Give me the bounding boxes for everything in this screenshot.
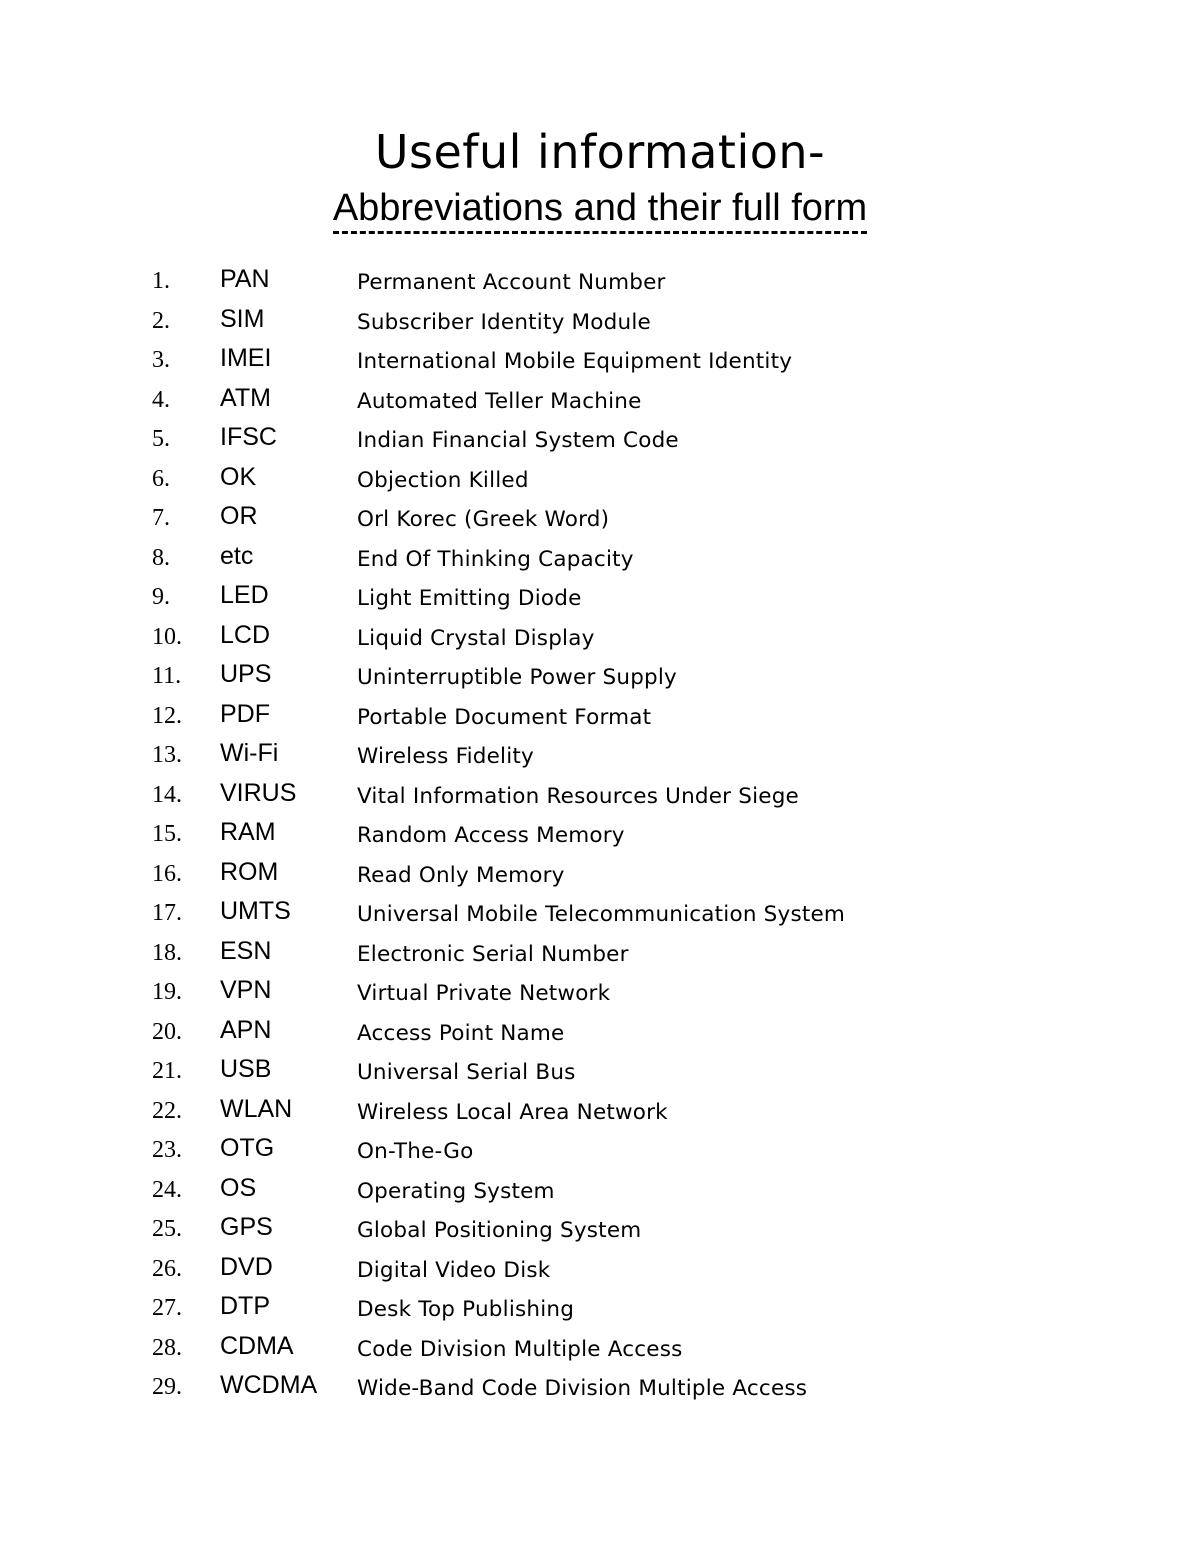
item-full-form: Code Division Multiple Access <box>357 1336 683 1362</box>
subtitle-container <box>0 186 1200 234</box>
list-item <box>0 855 1200 895</box>
list-item <box>0 1052 1200 1092</box>
list-item <box>0 1092 1200 1132</box>
item-full-form: End Of Thinking Capacity <box>357 546 634 572</box>
item-number: 9. <box>152 584 170 610</box>
list-item <box>0 578 1200 618</box>
item-number: 8. <box>152 544 170 571</box>
list-item <box>0 1368 1200 1408</box>
item-abbreviation: ROM <box>220 857 279 886</box>
list-item <box>0 1329 1200 1369</box>
list-item <box>0 1289 1200 1329</box>
list-item <box>0 302 1200 342</box>
item-abbreviation: UPS <box>220 660 272 688</box>
item-full-form: International Mobile Equipment Identity <box>357 349 793 374</box>
item-number: 3. <box>152 347 170 373</box>
item-abbreviation: RAM <box>220 818 276 846</box>
item-full-form: Automated Teller Machine <box>357 388 642 414</box>
item-full-form: Electronic Serial Number <box>357 941 629 967</box>
item-abbreviation: VPN <box>220 976 272 1004</box>
item-full-form: Virtual Private Network <box>357 981 611 1006</box>
list-item <box>0 262 1200 302</box>
item-full-form: Indian Financial System Code <box>357 428 679 453</box>
item-full-form: Universal Mobile Telecommunication System <box>357 902 846 927</box>
item-number: 10. <box>152 623 182 650</box>
list-item <box>0 934 1200 974</box>
item-abbreviation: GPS <box>220 1213 273 1241</box>
item-full-form: Vital Information Resources Under Siege <box>357 783 799 809</box>
list-item <box>0 460 1200 500</box>
item-number: 16. <box>152 860 182 887</box>
item-number: 7. <box>152 505 170 531</box>
page-title: Useful information- <box>374 125 826 179</box>
abbreviation-list <box>0 262 1200 1408</box>
list-item <box>0 736 1200 776</box>
item-number: 5. <box>152 426 170 452</box>
item-number: 27. <box>152 1295 182 1321</box>
item-number: 26. <box>152 1255 182 1282</box>
list-item <box>0 1250 1200 1290</box>
item-full-form: Objection Killed <box>357 467 529 493</box>
item-full-form: Global Positioning System <box>357 1218 642 1243</box>
item-full-form: Uninterruptible Power Supply <box>357 665 677 690</box>
item-full-form: Liquid Crystal Display <box>357 625 595 651</box>
item-abbreviation: USB <box>220 1055 272 1083</box>
item-number: 11. <box>152 663 182 689</box>
item-number: 24. <box>152 1176 182 1203</box>
item-full-form: Random Access Memory <box>357 823 625 848</box>
item-abbreviation: LED <box>220 581 269 609</box>
item-abbreviation: DTP <box>220 1292 270 1320</box>
item-abbreviation: SIM <box>220 304 265 333</box>
list-item <box>0 697 1200 737</box>
item-abbreviation: APN <box>220 1015 272 1044</box>
list-item <box>0 776 1200 816</box>
list-item <box>0 657 1200 697</box>
item-full-form: Wide-Band Code Division Multiple Access <box>357 1376 808 1401</box>
item-full-form: Universal Serial Bus <box>357 1060 576 1085</box>
item-abbreviation: VIRUS <box>220 778 297 807</box>
item-abbreviation: PAN <box>220 265 270 293</box>
item-number: 28. <box>152 1334 182 1361</box>
item-abbreviation: OR <box>220 502 258 530</box>
item-full-form: Digital Video Disk <box>357 1257 551 1283</box>
item-abbreviation: DVD <box>220 1252 273 1281</box>
item-abbreviation: OTG <box>220 1134 275 1162</box>
item-number: 20. <box>152 1018 182 1045</box>
item-full-form: On-The-Go <box>357 1139 474 1164</box>
item-number: 25. <box>152 1216 182 1242</box>
list-item <box>0 341 1200 381</box>
item-number: 14. <box>152 781 182 808</box>
item-number: 12. <box>152 702 182 729</box>
item-full-form: Wireless Local Area Network <box>357 1099 668 1125</box>
item-number: 23. <box>152 1137 182 1163</box>
item-abbreviation: OS <box>220 1173 257 1202</box>
item-number: 29. <box>152 1374 182 1400</box>
item-number: 4. <box>152 386 170 413</box>
page-subtitle: Abbreviations and their full form <box>333 186 867 234</box>
list-item <box>0 1131 1200 1171</box>
list-item <box>0 894 1200 934</box>
item-abbreviation: LCD <box>220 620 271 649</box>
item-number: 2. <box>152 307 170 334</box>
item-full-form: Wireless Fidelity <box>357 744 534 769</box>
item-number: 13. <box>152 742 182 768</box>
list-item <box>0 1013 1200 1053</box>
list-item <box>0 539 1200 579</box>
item-number: 18. <box>152 939 182 966</box>
item-abbreviation: ESN <box>220 936 272 965</box>
item-full-form: Permanent Account Number <box>357 270 666 295</box>
list-item <box>0 973 1200 1013</box>
item-number: 19. <box>152 979 182 1005</box>
item-full-form: Read Only Memory <box>357 862 565 888</box>
item-number: 1. <box>152 268 170 294</box>
item-abbreviation: CDMA <box>220 1331 294 1360</box>
list-item <box>0 381 1200 421</box>
item-full-form: Operating System <box>357 1178 555 1204</box>
item-number: 15. <box>152 821 182 847</box>
list-item <box>0 815 1200 855</box>
item-full-form: Subscriber Identity Module <box>357 309 651 335</box>
item-abbreviation: etc <box>220 541 254 570</box>
list-item <box>0 499 1200 539</box>
item-abbreviation: ATM <box>220 383 271 412</box>
item-full-form: Light Emitting Diode <box>357 586 582 611</box>
item-abbreviation: WCDMA <box>220 1371 318 1399</box>
item-full-form: Orl Korec (Greek Word) <box>357 507 610 532</box>
item-abbreviation: IFSC <box>220 423 277 451</box>
item-abbreviation: PDF <box>220 699 270 728</box>
item-number: 22. <box>152 1097 182 1124</box>
item-abbreviation: UMTS <box>220 897 291 925</box>
item-full-form: Portable Document Format <box>357 704 652 730</box>
item-number: 6. <box>152 465 170 492</box>
item-abbreviation: Wi-Fi <box>220 739 279 767</box>
item-full-form: Access Point Name <box>357 1020 565 1046</box>
item-full-form: Desk Top Publishing <box>357 1297 575 1322</box>
list-item <box>0 618 1200 658</box>
list-item <box>0 1171 1200 1211</box>
item-abbreviation: WLAN <box>220 1094 293 1123</box>
list-item <box>0 420 1200 460</box>
item-abbreviation: OK <box>220 462 257 491</box>
item-abbreviation: IMEI <box>220 344 272 372</box>
list-item <box>0 1210 1200 1250</box>
item-number: 17. <box>152 900 182 926</box>
item-number: 21. <box>152 1058 182 1084</box>
